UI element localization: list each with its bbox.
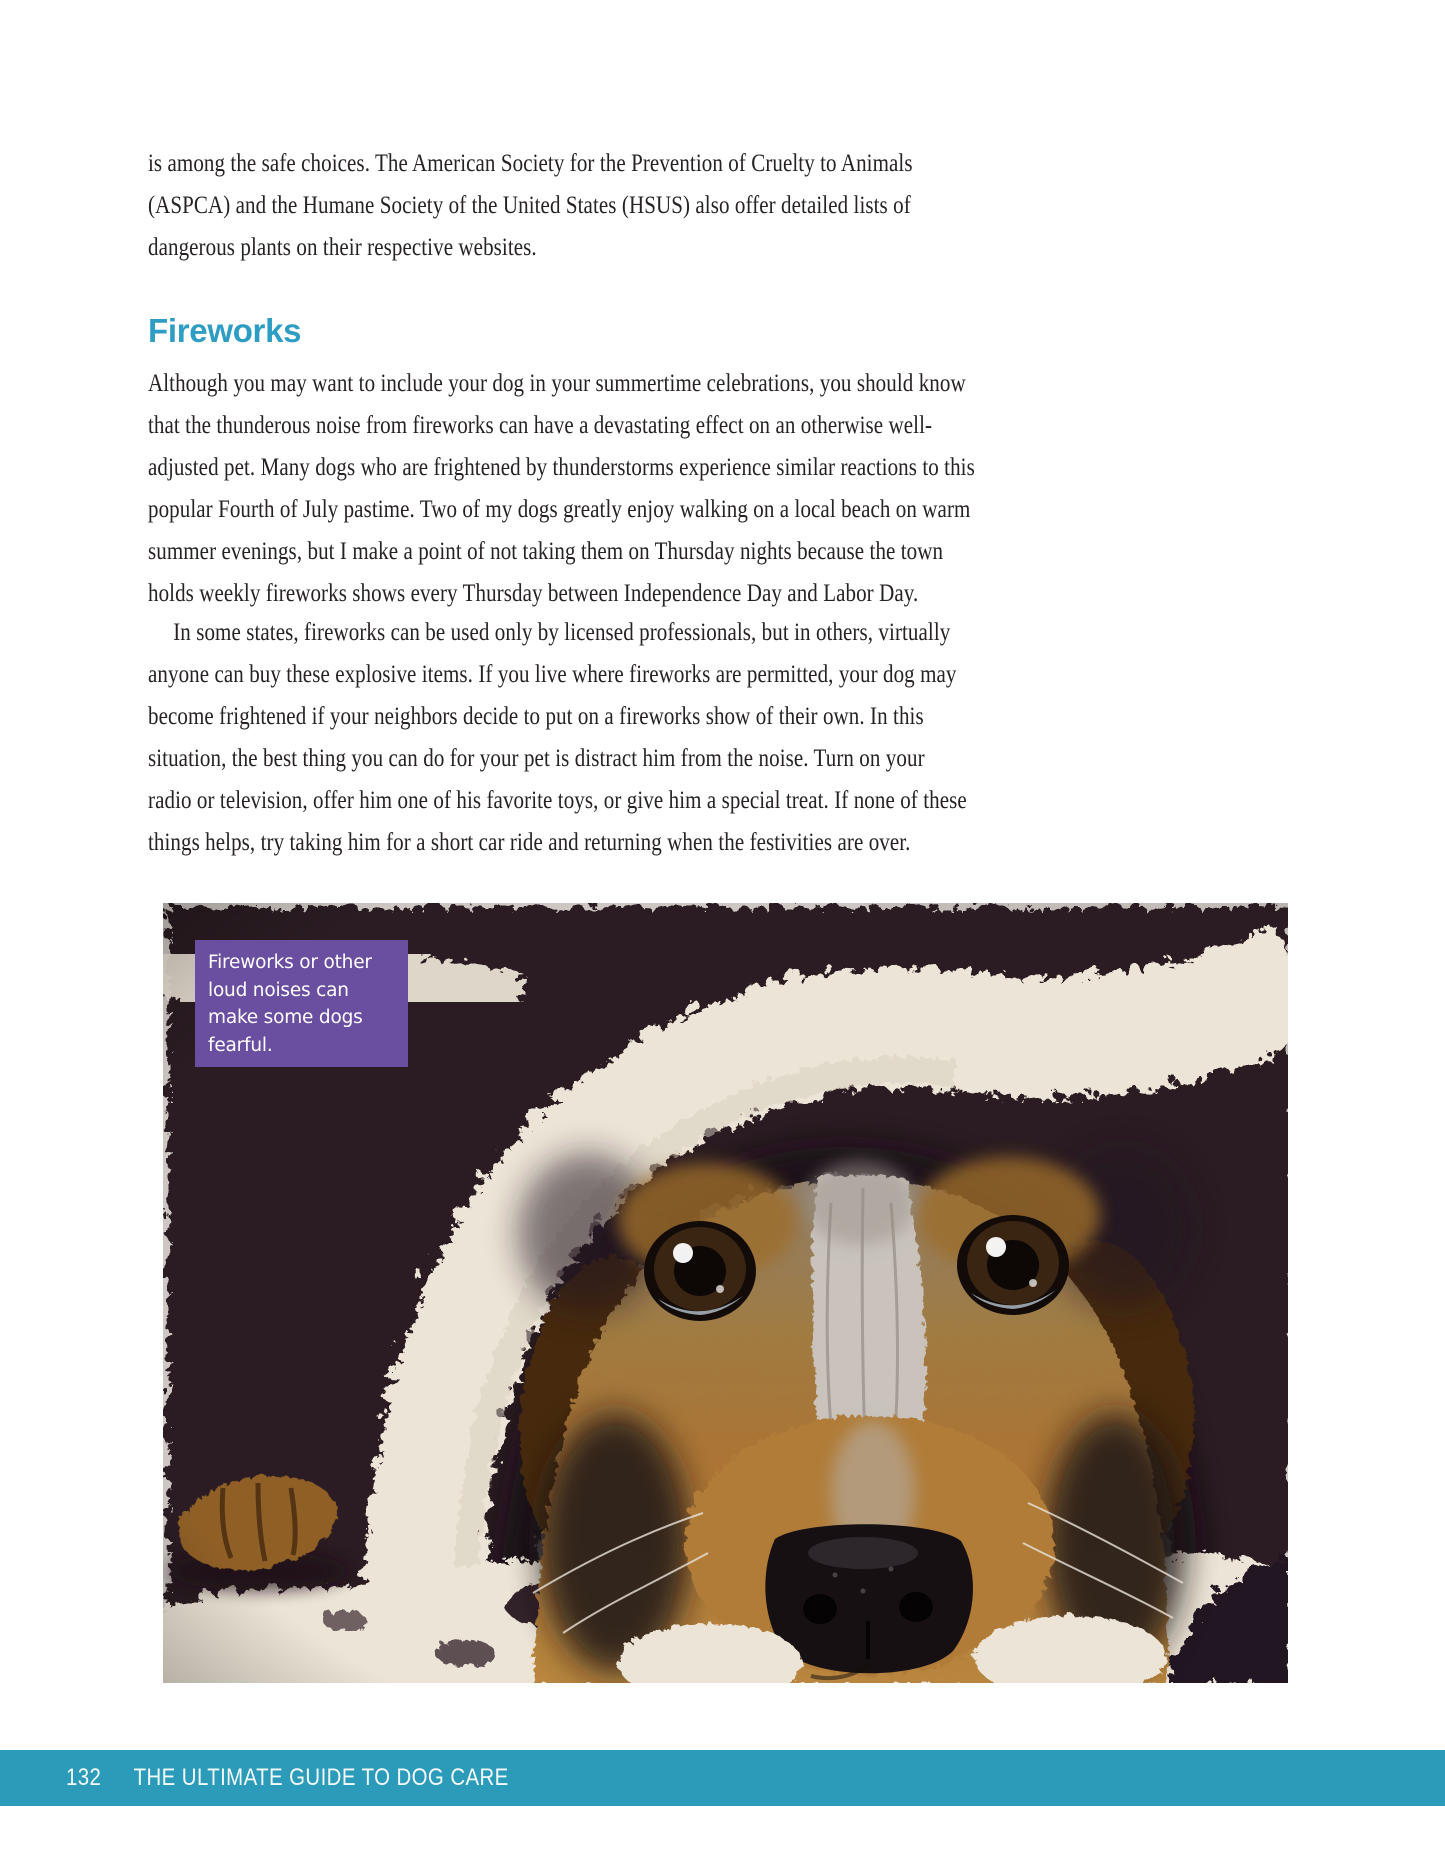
footer-content: [66, 1764, 509, 1792]
fireworks-paragraph-1: [148, 363, 975, 615]
intro-paragraph: [148, 143, 913, 269]
text-line: In some states, fireworks can be used only by licensed professionals, but in others, virtually: [173, 619, 951, 646]
text-line: (ASPCA) and the Humane Society of the United States (HSUS) also offer detailed lists of: [148, 192, 911, 219]
text-line: radio or television, offer him one of his favorite toys, or give him a special treat. If none of these: [148, 787, 967, 814]
page-number: 132: [66, 1764, 102, 1791]
text-line: anyone can buy these explosive items. If you live where fireworks are permitted, your dog may: [148, 661, 957, 688]
text-line: popular Fourth of July pastime. Two of my dogs greatly enjoy walking on a local beach on warm: [148, 496, 971, 523]
caption-line: loud noises can: [208, 979, 349, 1001]
fireworks-paragraph-2: [148, 612, 967, 864]
footer-bar: [0, 1750, 1445, 1806]
caption-line: Fireworks or other: [208, 952, 372, 973]
text-line: become frightened if your neighbors decide to put on a fireworks show of their own. In this: [148, 703, 924, 730]
text-line: is among the safe choices. The American Society for the Prevention of Cruelty to Animals: [148, 150, 913, 177]
dog-photo: [163, 903, 1288, 1683]
book-title: THE ULTIMATE GUIDE TO DOG CARE: [133, 1764, 509, 1791]
caption-line: make some dogs: [208, 1007, 363, 1028]
text-line: summer evenings, but I make a point of not taking them on Thursday nights because the town: [148, 538, 944, 565]
text-line: Although you may want to include your dog in your summertime celebrations, you should know: [148, 370, 966, 397]
caption-line: fearful.: [208, 1034, 273, 1056]
text-line: adjusted pet. Many dogs who are frightened by thunderstorms experience similar reactions to this: [148, 454, 975, 481]
photo-caption: [195, 940, 408, 1067]
section-heading-fireworks: Fireworks: [148, 312, 302, 349]
text-line: holds weekly fireworks shows every Thursday between Independence Day and Labor Day.: [148, 580, 919, 607]
text-line: that the thunderous noise from fireworks can have a devastating effect on an otherwise well-: [148, 412, 933, 439]
text-line: situation, the best thing you can do for your pet is distract him from the noise. Turn on your: [148, 745, 925, 772]
text-line: things helps, try taking him for a short car ride and returning when the festivities are over.: [148, 829, 911, 856]
text-line: dangerous plants on their respective websites.: [148, 234, 537, 261]
